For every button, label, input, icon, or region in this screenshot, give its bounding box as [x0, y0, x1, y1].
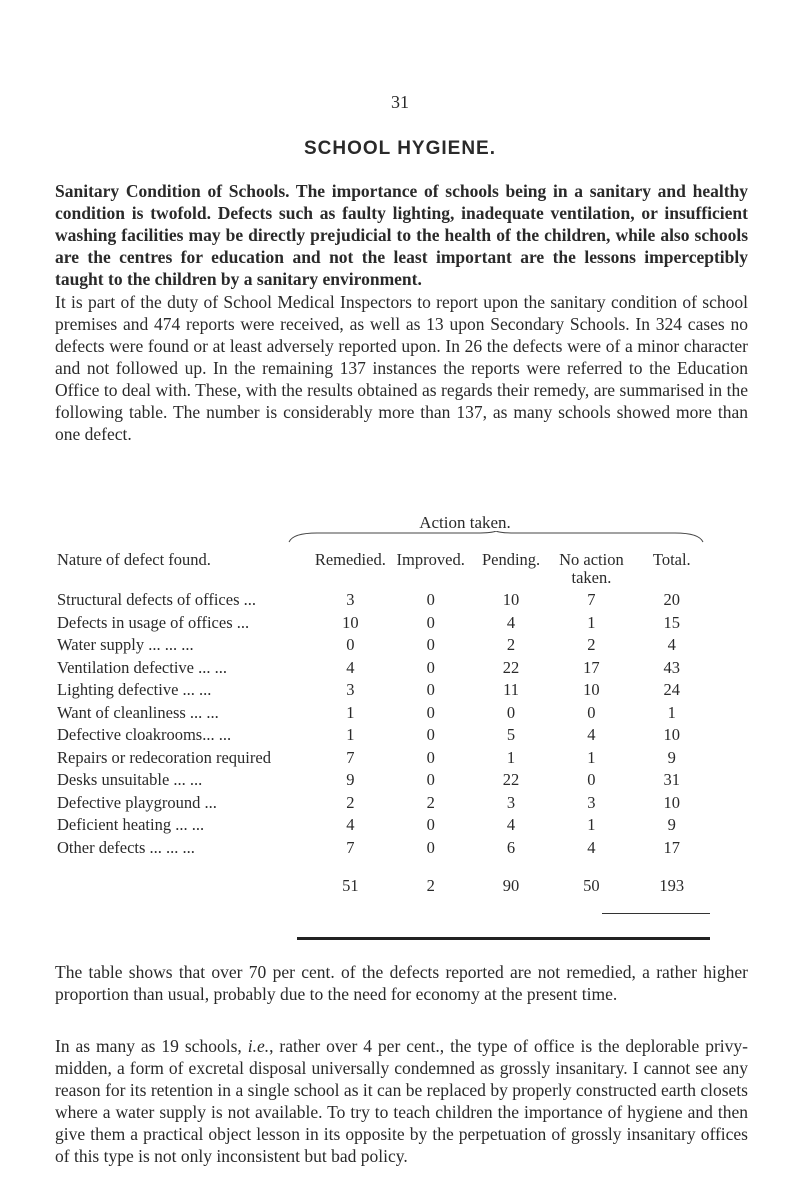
cell-no-action: 17	[583, 657, 600, 677]
cell-remedied: 1	[346, 702, 355, 722]
cell-no-action: 2	[587, 635, 596, 655]
total-column-rule	[602, 913, 710, 914]
table-row	[57, 612, 712, 635]
cell-total: 10	[663, 792, 681, 812]
table-bottom-rule	[297, 937, 710, 940]
table-row	[57, 814, 712, 837]
header-total: Total.	[652, 550, 691, 569]
paragraph-italic: i.e.	[247, 1036, 270, 1056]
table-row	[57, 724, 712, 747]
header-pending: Pending.	[481, 550, 541, 569]
cell-total: 9	[667, 815, 676, 835]
cell-pending: 5	[506, 725, 516, 745]
row-name: Structural defects of offices ...	[57, 590, 256, 610]
cell-remedied: 4	[346, 815, 355, 835]
table-row	[57, 837, 712, 860]
cell-remedied: 7	[346, 747, 355, 767]
paragraph-lead: Sanitary Condition of Schools.	[55, 181, 290, 201]
cell-improved: 0	[426, 657, 435, 677]
cell-improved: 0	[426, 837, 435, 857]
cell-no-action: 1	[587, 612, 596, 632]
defects-table	[57, 551, 712, 898]
cell-total: 24	[663, 680, 681, 700]
cell-total: 43	[663, 657, 681, 677]
paragraph-privy-midden	[55, 1035, 748, 1167]
table-row	[57, 657, 712, 680]
cell-pending: 11	[503, 680, 519, 700]
total-remedied: 51	[342, 876, 359, 896]
paragraph-text-end: , rather over 4 per cent., the type of office is the deplorable privy-midden, a form of excretal disposal universally condemned as grossly insanitary. I cannot see any reason for its retention in a single school as it can be replaced by properly constructed earth closets where a water supply is not available. To try to teach children the importance of hygiene and then give them a practical object lesson in its opposite by the perpetuation of grossly insanitary offices of this type is not only inconsistent but bad policy.	[55, 1036, 748, 1166]
cell-improved: 0	[426, 680, 435, 700]
row-name: Defective cloakrooms... ...	[57, 725, 232, 745]
cell-pending: 4	[506, 612, 516, 632]
cell-pending: 1	[506, 747, 516, 767]
row-name: Want of cleanliness ... ...	[57, 702, 219, 722]
table-row	[57, 702, 712, 725]
row-name: Defects in usage of offices ...	[57, 612, 250, 632]
cell-total: 4	[667, 635, 676, 655]
header-no-action: No action taken.	[559, 550, 624, 587]
row-name: Defective playground ...	[57, 792, 217, 812]
cell-pending: 10	[502, 590, 520, 610]
cell-pending: 3	[506, 792, 516, 812]
totals-label	[57, 859, 310, 898]
cell-no-action: 4	[587, 837, 596, 857]
cell-total: 17	[663, 837, 681, 857]
cell-no-action: 1	[587, 747, 596, 767]
paragraph-sanitary-condition	[55, 180, 748, 290]
action-brace	[287, 531, 705, 543]
table-row	[57, 589, 712, 612]
cell-remedied: 10	[342, 612, 359, 632]
paragraph-text-start: In as many as 19 schools,	[55, 1036, 248, 1056]
cell-total: 1	[667, 702, 676, 722]
cell-total: 20	[663, 590, 681, 610]
table-row	[57, 769, 712, 792]
row-name: Water supply ... ... ...	[57, 635, 194, 655]
row-name: Lighting defective ... ...	[57, 680, 212, 700]
table-row	[57, 792, 712, 815]
cell-no-action: 7	[587, 590, 596, 610]
cell-pending: 2	[506, 635, 516, 655]
cell-total: 15	[663, 612, 681, 632]
table-header-row	[57, 551, 712, 589]
row-name: Desks unsuitable ... ...	[57, 770, 203, 790]
cell-pending: 22	[502, 657, 520, 677]
total-improved: 2	[426, 876, 435, 896]
cell-remedied: 3	[346, 680, 355, 700]
cell-remedied: 3	[346, 590, 355, 610]
cell-pending: 22	[502, 770, 520, 790]
cell-improved: 0	[426, 635, 435, 655]
cell-pending: 4	[506, 815, 516, 835]
cell-remedied: 4	[346, 657, 355, 677]
cell-total: 9	[667, 747, 676, 767]
cell-remedied: 9	[346, 770, 355, 790]
cell-no-action: 1	[587, 815, 596, 835]
cell-improved: 0	[426, 612, 435, 632]
cell-improved: 0	[426, 815, 435, 835]
cell-no-action: 10	[583, 680, 600, 700]
row-name: Ventilation defective ... ...	[57, 657, 227, 677]
header-remedied: Remedied.	[314, 550, 386, 569]
cell-remedied: 1	[346, 725, 355, 745]
table-row	[57, 747, 712, 770]
cell-improved: 2	[426, 792, 435, 812]
total-pending: 90	[502, 876, 520, 896]
cell-improved: 0	[426, 747, 435, 767]
cell-remedied: 7	[346, 837, 355, 857]
cell-no-action: 0	[587, 702, 596, 722]
cell-improved: 0	[426, 590, 435, 610]
row-name: Deficient heating ... ...	[57, 815, 205, 835]
cell-pending: 6	[506, 837, 516, 857]
total-grand: 193	[659, 876, 685, 896]
header-nature: Nature of defect found.	[57, 550, 211, 569]
table-row	[57, 679, 712, 702]
cell-no-action: 4	[587, 725, 596, 745]
action-taken-caption: Action taken.	[419, 513, 511, 532]
paragraph-text: The importance of schools being in a sanitary and healthy condition is twofold. Defects such as faulty lighting, inadequate ventilation, or insufficient washing facilities may be directly prejudicial to the health of the children, while also schools are the centres for education and not the least important are the lessons imperceptibly taught to the children by a sanitary environment.	[55, 181, 749, 289]
cell-remedied: 0	[346, 635, 355, 655]
cell-improved: 0	[426, 725, 435, 745]
cell-total: 10	[663, 725, 681, 745]
total-no-action: 50	[583, 876, 600, 896]
cell-no-action: 3	[587, 792, 596, 812]
row-name: Other defects ... ... ...	[57, 837, 195, 857]
cell-total: 31	[663, 770, 681, 790]
row-name: Repairs or redecoration required	[57, 747, 271, 767]
paragraph-inspection-reports: It is part of the duty of School Medical Inspectors to report upon the sanitary condition of school premises and 474 reports were received, as well as 13 upon Secondary Schools. In 324 cases no defects were found or at least adversely reported upon. In 26 the defects were of a minor character and not followed up. In the remaining 137 instances the reports were referred to the Education Office to deal with. These, with the results obtained as regards their remedy, are summarised in the following table. The number is considerably more than 137, as many schools showed more than one defect.	[55, 292, 748, 444]
page-title: SCHOOL HYGIENE.	[303, 138, 496, 159]
cell-improved: 0	[426, 702, 435, 722]
header-improved: Improved.	[396, 550, 465, 569]
cell-improved: 0	[426, 770, 435, 790]
table-row	[57, 634, 712, 657]
paragraph-table-summary: The table shows that over 70 per cent. of the defects reported are not remedied, a rather higher proportion than usual, probably due to the need for economy at the present time.	[55, 962, 748, 1004]
cell-no-action: 0	[587, 770, 596, 790]
totals-row	[57, 859, 712, 898]
cell-remedied: 2	[346, 792, 355, 812]
cell-pending: 0	[506, 702, 516, 722]
page-number: 31	[391, 92, 409, 112]
